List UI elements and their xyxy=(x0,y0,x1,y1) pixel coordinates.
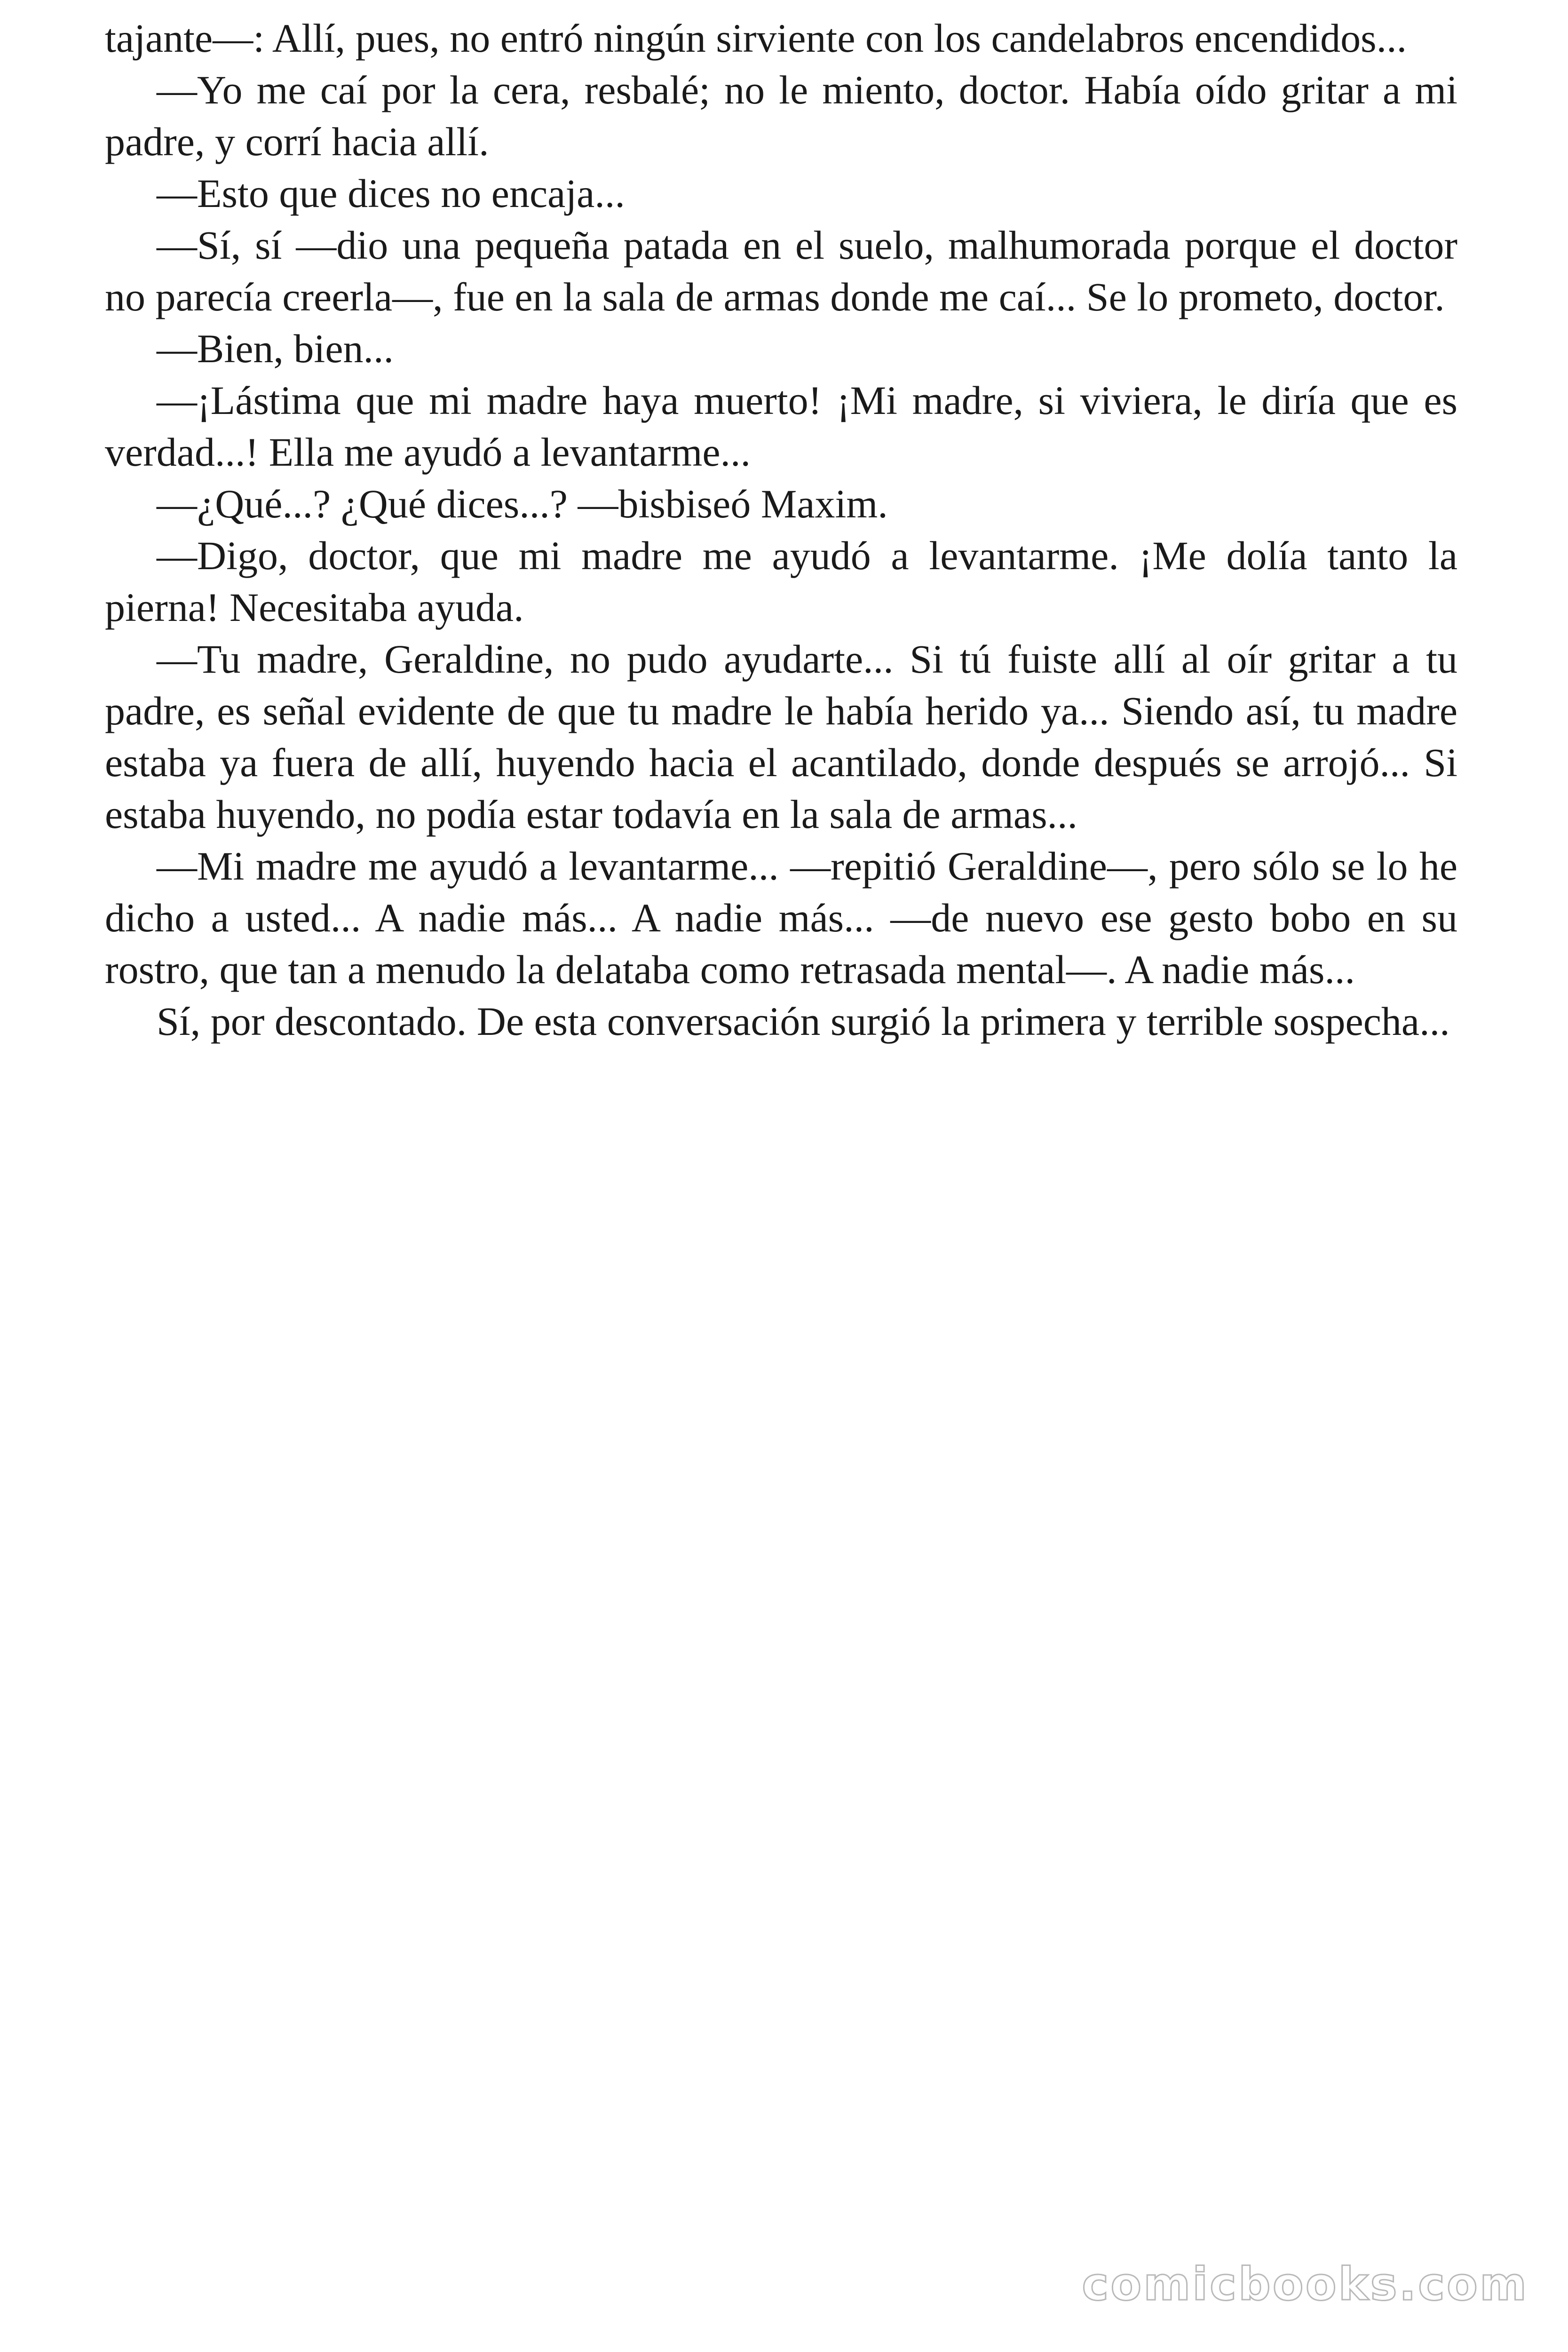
paragraph-7: —¿Qué...? ¿Qué dices...? —bisbiseó Maxim. xyxy=(157,481,888,526)
paragraph-5: —Bien, bien... xyxy=(157,326,394,371)
paragraph-11: Sí, por descontado. De esta conversación surgió la primera y terrible sospecha... xyxy=(157,999,1450,1044)
paragraph-3: —Esto que dices no encaja... xyxy=(157,171,625,216)
paragraph-10: —Mi madre me ayudó a levantarme... —repitió Geraldine—, pero sólo se lo he dicho a usted... A nadie más... A nadie más... —de nuevo ese gesto bobo en su rostro, que tan a menudo la delataba como retrasada mental—. A nadie más... xyxy=(105,843,1457,992)
page-body-text xyxy=(105,12,1457,1047)
paragraph-1: tajante—: Allí, pues, no entró ningún sirviente con los candelabros encendidos... xyxy=(105,16,1407,61)
paragraph-9: —Tu madre, Geraldine, no pudo ayudarte... Si tú fuiste allí al oír gritar a tu padre, es señal evidente de que tu madre le había herido ya... Siendo así, tu madre estaba ya fuera de allí, huyendo hacia el acantilado, donde después se arrojó... Si estaba huyendo, no podía estar todavía en la sala de armas... xyxy=(105,636,1457,837)
paragraph-2: —Yo me caí por la cera, resbalé; no le miento, doctor. Había oído gritar a mi padre, y corrí hacia allí. xyxy=(105,67,1457,164)
paragraph-6: —¡Lástima que mi madre haya muerto! ¡Mi madre, si viviera, le diría que es verdad...! Ella me ayudó a levantarme... xyxy=(105,378,1457,475)
paragraph-8: —Digo, doctor, que mi madre me ayudó a levantarme. ¡Me dolía tanto la pierna! Necesitaba ayuda. xyxy=(105,533,1457,630)
watermark-logo: comicbooks.com xyxy=(1082,2258,1528,2311)
paragraph-4: —Sí, sí —dio una pequeña patada en el suelo, malhumorada porque el doctor no parecía creerla—, fue en la sala de armas donde me caí... Se lo prometo, doctor. xyxy=(105,222,1457,319)
